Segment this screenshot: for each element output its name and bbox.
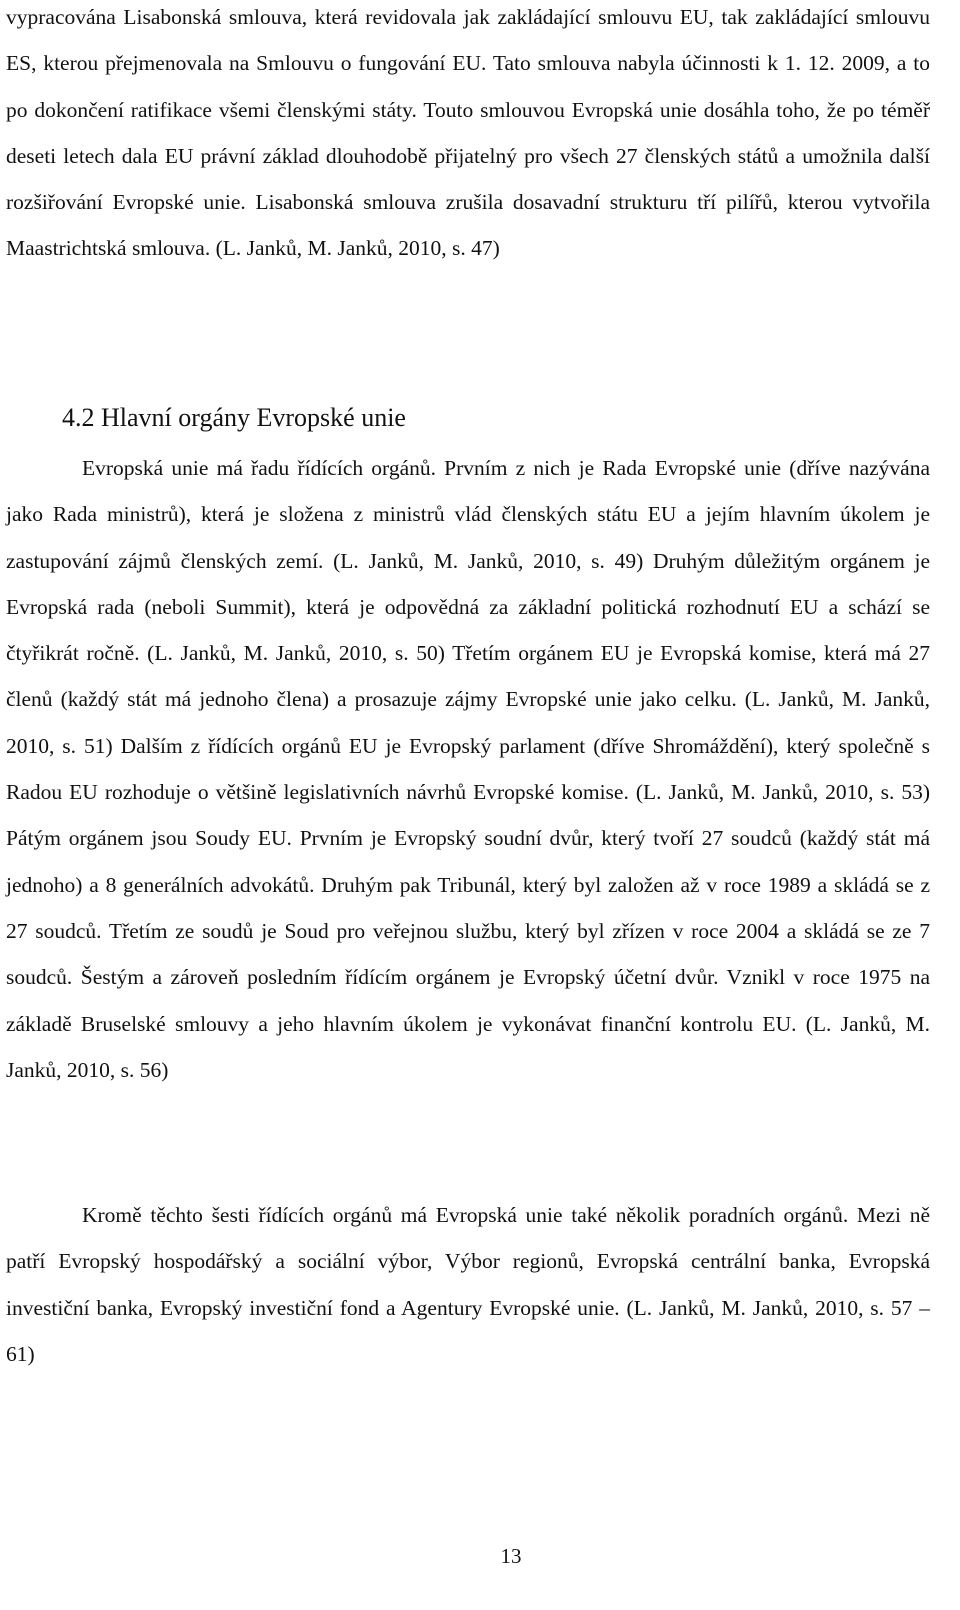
paragraph-lisbon-treaty: vypracována Lisabonská smlouva, která revidovala jak zakládající smlouvu EU, tak zakládající smlouvu ES, kterou přejmenovala na Smlouvu o fungování EU. Tato smlouva nabyla účinnosti k 1. 12. 2009, a to po dokončení ratifikace všemi členskými státy. Touto smlouvou Evropská unie dosáhla toho, že po téměř deseti letech dala EU právní základ dlouhodobě přijatelný pro všech 27 členských států a umožnila další rozšiřování Evropské unie. Lisabonská smlouva zrušila dosavadní strukturu tří pilířů, kterou vytvořila Maastrichtská smlouva. (L. Janků, M. Janků, 2010, s. 47) [6, 5, 930, 261]
paragraph-eu-governing-bodies: Evropská unie má řadu řídících orgánů. Prvním z nich je Rada Evropské unie (dříve nazývána jako Rada ministrů), která je složena z ministrů vlád členských státu EU a jejím hlavním úkolem je zastupování zájmů členských zemí. (L. Janků, M. Janků, 2010, s. 49) Druhým důležitým orgánem je Evropská rada (neboli Summit), která je odpovědná za základní politická rozhodnutí EU a schází se čtyřikrát ročně. (L. Janků, M. Janků, 2010, s. 50) Třetím orgánem EU je Evropská komise, která má 27 členů (každý stát má jednoho člena) a prosazuje zájmy Evropské unie jako celku. (L. Janků, M. Janků, 2010, s. 51) Dalším z řídících orgánů EU je Evropský parlament (dříve Shromáždění), který společně s Radou EU rozhoduje o většině legislativních návrhů Evropské komise. (L. Janků, M. Janků, 2010, s. 53) Pátým orgánem jsou Soudy EU. Prvním je Evropský soudní dvůr, který tvoří 27 soudců (každý stát má jednoho) a 8 generálních advokátů. Druhým pak Tribunál, který byl založen až v roce 1989 a skládá se z 27 soudců. Třetím ze soudů je Soud pro veřejnou službu, který byl zřízen v roce 2004 a skládá se ze 7 soudců. Šestým a zároveň posledním řídícím orgánem je Evropský účetní dvůr. Vznikl v roce 1975 na základě Bruselské smlouvy a jeho hlavním úkolem je vykonávat finanční kontrolu EU. (L. Janků, M. Janků, 2010, s. 56) [6, 456, 930, 1082]
section-heading: 4.2 Hlavní orgány Evropské unie [62, 403, 406, 432]
page-number: 13 [500, 1544, 522, 1568]
paragraph-eu-advisory-bodies: Kromě těchto šesti řídících orgánů má Evropská unie také několik poradních orgánů. Mezi ně patří Evropský hospodářský a sociální výbor, Výbor regionů, Evropská centrální banka, Evropská investiční banka, Evropský investiční fond a Agentury Evropské unie. (L. Janků, M. Janků, 2010, s. 57 – 61) [6, 1203, 930, 1366]
